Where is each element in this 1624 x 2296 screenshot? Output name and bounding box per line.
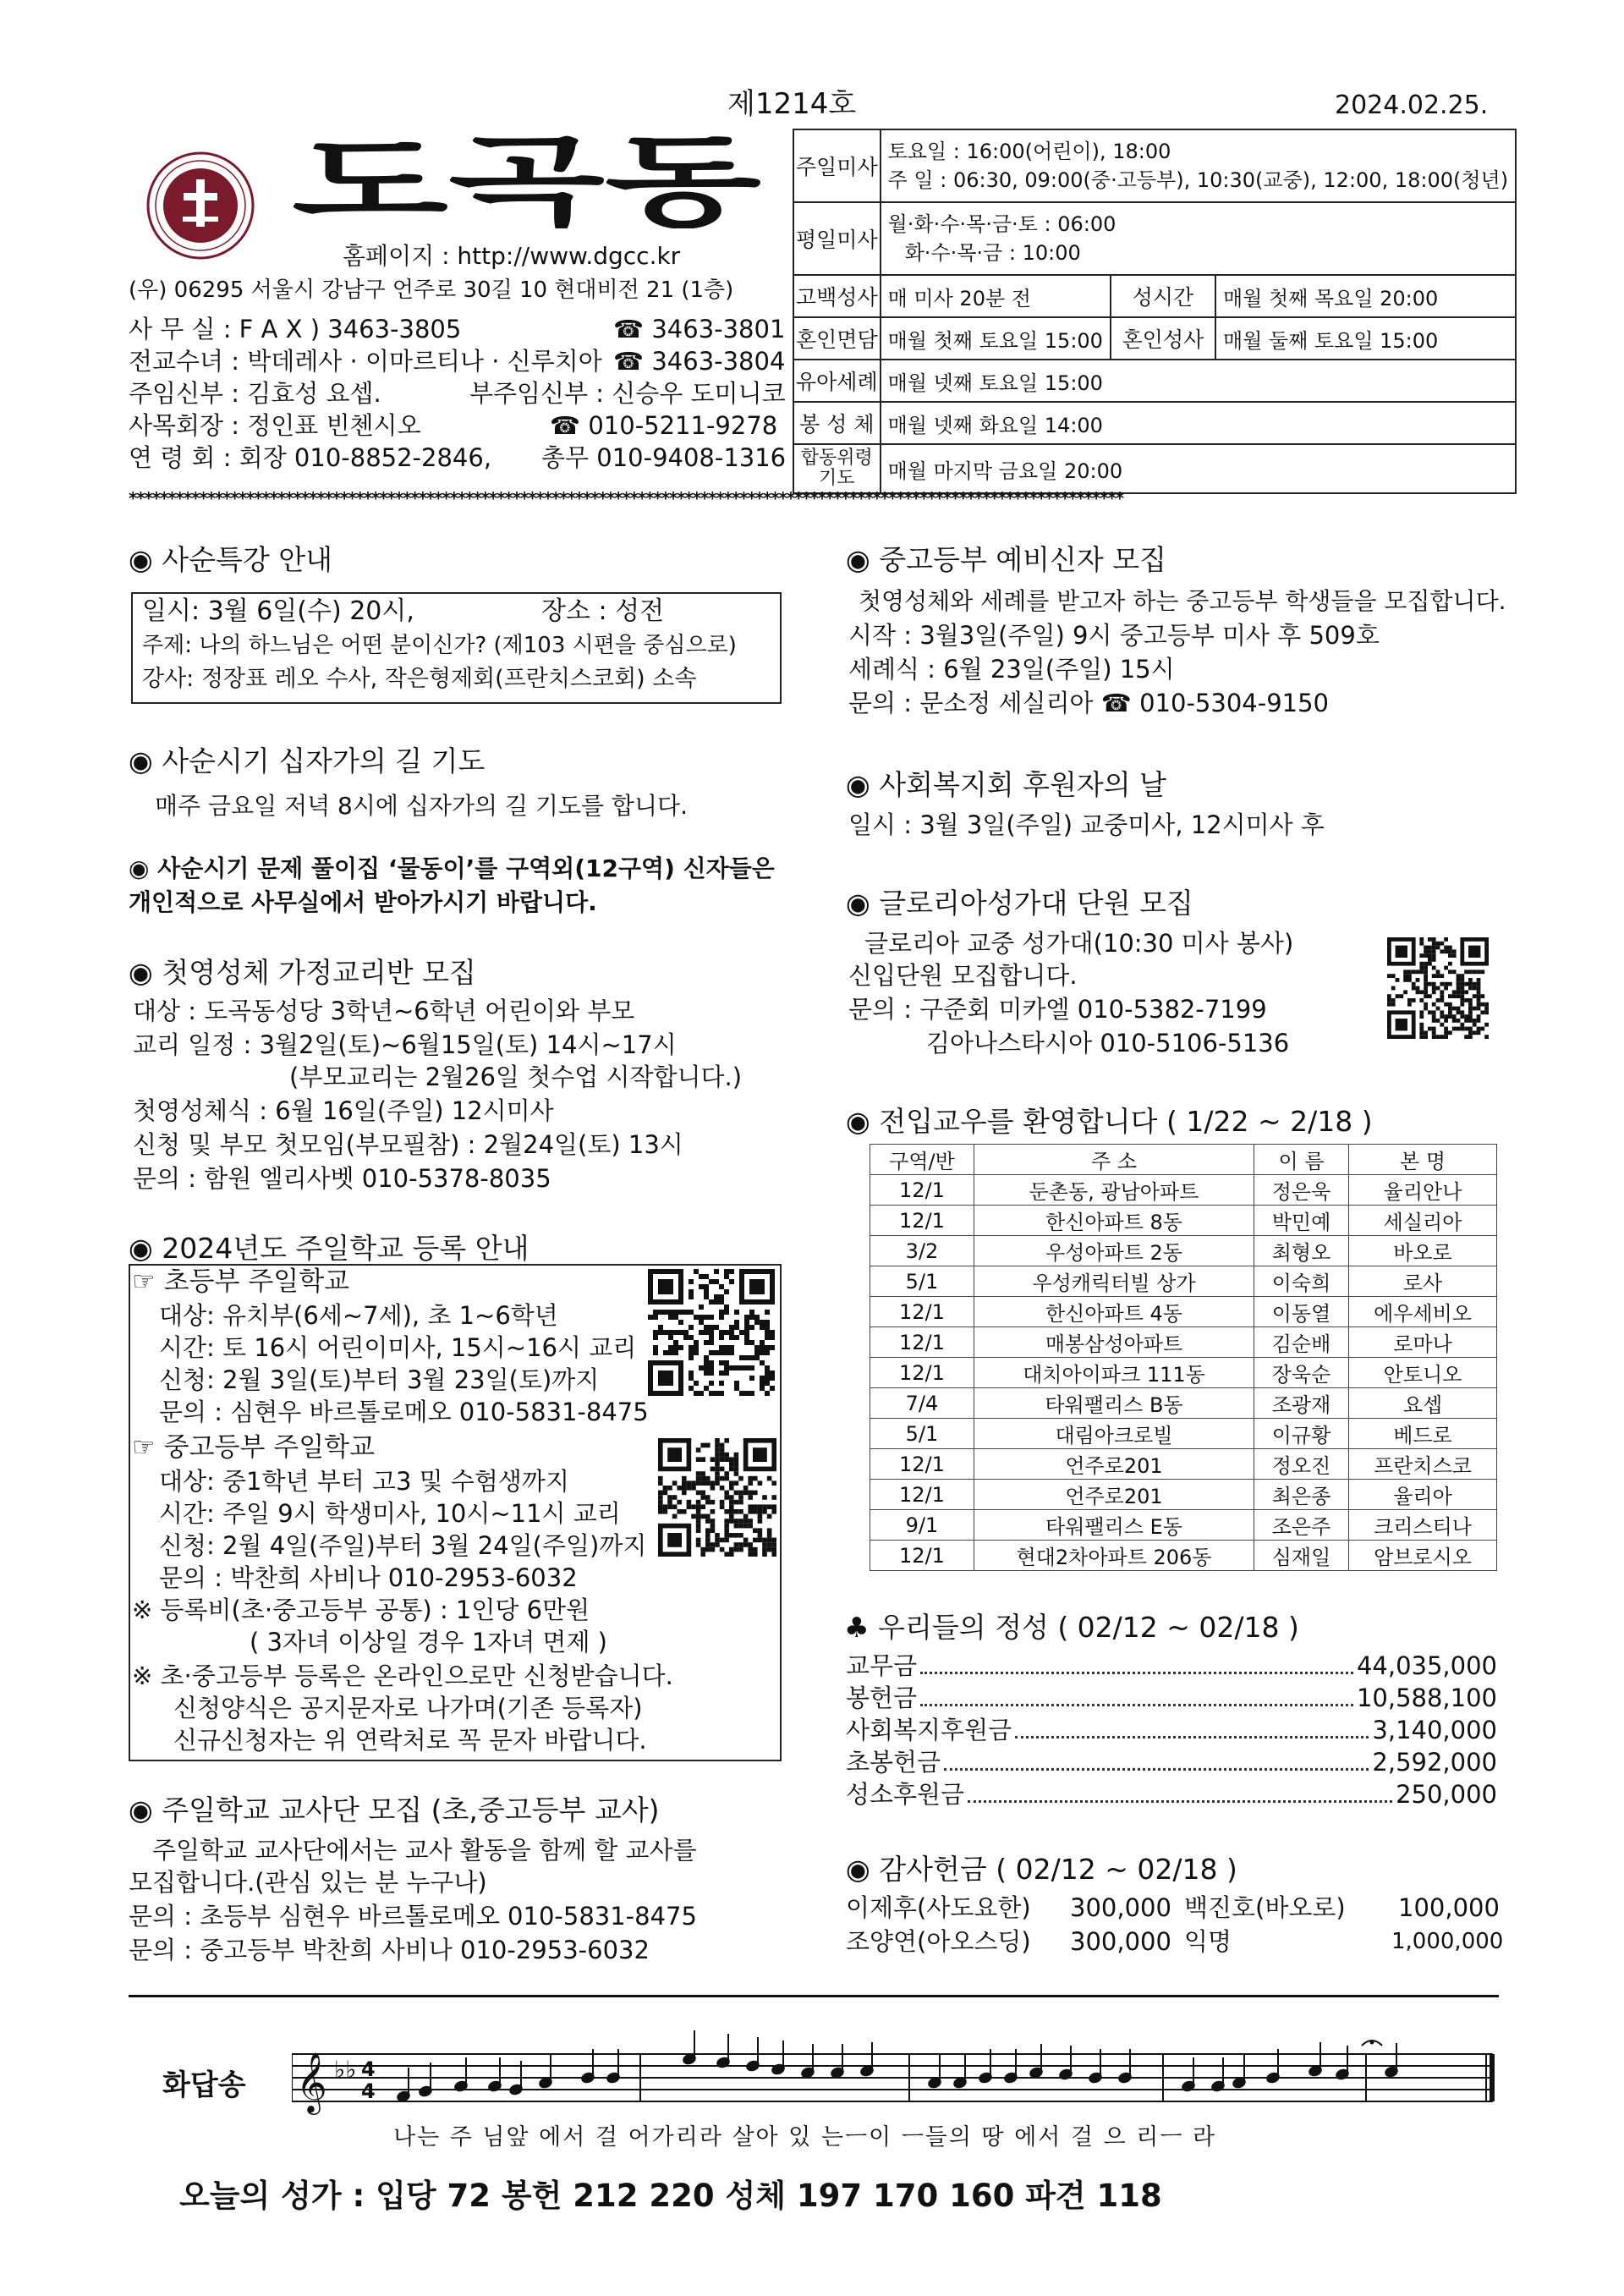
schedule-value: 매 미사 20분 전 (881, 275, 1111, 317)
choir-line: 신입단원 모집합니다. (848, 961, 1078, 990)
thanks-amount: 1,000,000 (1391, 1929, 1504, 1954)
thanks-name: 백진호(바오로) (1184, 1893, 1346, 1922)
welcome-header-cell: 이 름 (1254, 1145, 1349, 1175)
section-title-lent-lecture: ◉ 사순특강 안내 (129, 543, 333, 576)
ss-elem-line: 대상: 유치부(6세~7세), 초 1~6학년 (159, 1301, 558, 1330)
table-row (870, 1206, 1497, 1236)
schedule-value: 매월 마지막 금요일 20:00 (881, 444, 1516, 493)
schedule-label: 주일미사 (793, 129, 881, 202)
ss-mid-head: ☞ 중고등부 주일학교 (132, 1432, 376, 1463)
table-cell: 12/1 (870, 1358, 974, 1388)
table-cell: 5/1 (870, 1419, 974, 1449)
svg-text:4: 4 (361, 2057, 376, 2081)
contact-council-tel: ☎ 010-5211-9278 (550, 411, 778, 440)
table-cell: 7/4 (870, 1388, 974, 1419)
table-cell: 12/1 (870, 1541, 974, 1571)
welfare-line: 일시 : 3월 3일(주일) 교중미사, 12시미사 후 (848, 810, 1325, 839)
schedule-value: 매월 둘째 토요일 15:00 (1215, 317, 1516, 360)
ss-online-3: 신규신청자는 위 연락처로 꼭 문자 바랍니다. (173, 1726, 647, 1755)
offering-leader (920, 1672, 1353, 1674)
qr-code-middle-high[interactable] (658, 1438, 776, 1557)
ss-mid-line: 신청: 2월 4일(주일)부터 3월 24일(주일)까지 (159, 1531, 647, 1560)
fc-line: (부모교리는 2월26일 첫수업 시작합니다.) (289, 1063, 743, 1091)
thanks-name: 이제후(사도요한) (846, 1893, 1031, 1922)
schedule-value: 매월 첫째 목요일 20:00 (1215, 275, 1516, 317)
offering-row (846, 1650, 1497, 1682)
table-cell: 9/1 (870, 1510, 974, 1541)
table-cell: 12/1 (870, 1327, 974, 1358)
table-cell: 대림아크로빌 (974, 1419, 1254, 1449)
quiz-notice-2: 개인적으로 사무실에서 받아가시기 바랍니다. (129, 888, 597, 916)
section-title-catechumen: ◉ 중고등부 예비신자 모집 (846, 543, 1167, 576)
section-title-first-communion: ◉ 첫영성체 가정교리반 모집 (129, 956, 476, 989)
table-cell: 타워팰리스 E동 (974, 1510, 1254, 1541)
table-row (870, 1327, 1497, 1358)
table-cell: 요셉 (1349, 1388, 1497, 1419)
contact-council: 사목회장 : 정인표 빈첸시오 (129, 411, 421, 440)
welcome-header-cell: 구역/반 (870, 1145, 974, 1175)
schedule-value: 매월 넷째 화요일 14:00 (881, 402, 1516, 444)
welcome-table (870, 1144, 1497, 1571)
section-title-choir: ◉ 글로리아성가대 단원 모집 (846, 887, 1193, 920)
table-row (870, 1175, 1497, 1206)
table-cell: 이동열 (1254, 1297, 1349, 1327)
contact-pastor: 주임신부 : 김효성 요셉. (129, 379, 381, 408)
table-cell: 로마나 (1349, 1327, 1497, 1358)
table-cell: 최은종 (1254, 1480, 1349, 1510)
welcome-header-cell: 본 명 (1349, 1145, 1497, 1175)
ss-elem-line: 시간: 토 16시 어린이미사, 15시~16시 교리 (159, 1333, 637, 1362)
table-cell: 12/1 (870, 1206, 974, 1236)
table-cell: 이규황 (1254, 1419, 1349, 1449)
table-row (870, 1449, 1497, 1480)
table-cell: 12/1 (870, 1175, 974, 1206)
schedule-line: 토요일 : 16:00(어린이), 18:00 (887, 140, 1171, 163)
offering-leader (920, 1704, 1353, 1706)
fc-line: 첫영성체식 : 6월 16일(주일) 12시미사 (133, 1096, 554, 1125)
contact-funeral-tel: 총무 010-9408-1316 (541, 443, 787, 472)
cat-line: 시작 : 3월3일(주일) 9시 중고등부 미사 후 509호 (848, 621, 1380, 650)
lent-topic: 주제: 나의 하느님은 어떤 분이신가? (제103 시편을 중심으로) (142, 633, 737, 658)
offering-name: 봉헌금 (846, 1684, 918, 1712)
table-cell: 12/1 (870, 1449, 974, 1480)
schedule-value: 매월 첫째 토요일 15:00 (881, 317, 1111, 360)
ss-online-1: ※ 초·중고등부 등록은 온라인으로만 신청받습니다. (132, 1662, 673, 1690)
lent-speaker: 강사: 정장표 레오 수사, 작은형제회(프란치스코회) 소속 (142, 666, 697, 692)
table-cell: 에우세비오 (1349, 1297, 1497, 1327)
table-cell: 언주로201 (974, 1449, 1254, 1480)
choir-line: 문의 : 구준회 미카엘 010-5382-7199 (848, 995, 1267, 1024)
schedule-label: 혼인면담 (793, 317, 881, 360)
table-cell: 현대2차아파트 206동 (974, 1541, 1254, 1571)
fc-line: 대상 : 도곡동성당 3학년~6학년 어린이와 부모 (133, 997, 635, 1025)
schedule-line: 화·수·목·금 : 10:00 (904, 241, 1081, 265)
table-cell: 둔촌동, 광남아파트 (974, 1175, 1254, 1206)
table-cell: 조은주 (1254, 1510, 1349, 1541)
ss-mid-line: 시간: 주일 9시 학생미사, 10시~11시 교리 (159, 1499, 621, 1528)
table-cell: 우성아파트 2동 (974, 1236, 1254, 1266)
thanks-amount: 300,000 (1070, 1893, 1171, 1922)
table-cell: 박민예 (1254, 1206, 1349, 1236)
table-row (870, 1266, 1497, 1297)
table-cell: 정은욱 (1254, 1175, 1349, 1206)
ss-elem-line: 문의 : 심현우 바르톨로메오 010-5831-8475 (159, 1398, 649, 1426)
table-cell: 3/2 (870, 1236, 974, 1266)
ss-elem-head: ☞ 초등부 주일학교 (132, 1266, 350, 1297)
table-cell: 율리아 (1349, 1480, 1497, 1510)
offering-leader (968, 1800, 1392, 1803)
offering-list (846, 1650, 1497, 1810)
table-cell: 정오진 (1254, 1449, 1349, 1480)
issue-number: 제1214호 (727, 87, 857, 121)
fc-line: 교리 일정 : 3월2일(토)~6월15일(토) 14시~17시 (133, 1030, 677, 1059)
today-hymns: 오늘의 성가 : 입당 72 봉헌 212 220 성체 197 170 160 파견 118 (179, 2178, 1162, 2214)
table-cell: 김순배 (1254, 1327, 1349, 1358)
table-cell: 안토니오 (1349, 1358, 1497, 1388)
choir-line: 글로리아 교중 성가대(10:30 미사 봉사) (864, 929, 1294, 958)
contact-office-tel: ☎ 3463-3801 (613, 315, 786, 343)
schedule-label: 성시간 (1111, 275, 1215, 317)
section-title-welfare: ◉ 사회복지회 후원자의 날 (846, 768, 1167, 801)
schedule-label: 유아세례 (793, 360, 881, 402)
qr-code-elementary[interactable] (648, 1269, 775, 1396)
table-cell: 12/1 (870, 1297, 974, 1327)
table-cell: 매봉삼성아파트 (974, 1327, 1254, 1358)
offering-amount: 2,592,000 (1372, 1748, 1497, 1777)
table-cell: 이숙희 (1254, 1266, 1349, 1297)
schedule-table (793, 129, 1517, 494)
section-title-welcome: ◉ 전입교우를 환영합니다 ( 1/22 ~ 2/18 ) (846, 1105, 1373, 1138)
contact-office: 사 무 실 : F A X ) 3463-3805 (129, 315, 462, 343)
svg-text:𝄞: 𝄞 (296, 2051, 327, 2112)
table-cell: 세실리아 (1349, 1206, 1497, 1236)
ss-elem-line: 신청: 2월 3일(토)부터 3월 23일(토)까지 (159, 1365, 600, 1394)
table-row (870, 1388, 1497, 1419)
table-cell: 베드로 (1349, 1419, 1497, 1449)
teacher-line: 주일학교 교사단에서는 교사 활동을 함께 할 교사를 (152, 1836, 697, 1865)
table-row (870, 1480, 1497, 1510)
schedule-label: 혼인성사 (1111, 317, 1215, 360)
table-cell: 암브로시오 (1349, 1541, 1497, 1571)
section-title-cross: ◉ 사순시기 십자가의 길 기도 (129, 744, 486, 777)
choir-line: 김아나스타시아 010-5106-5136 (926, 1029, 1290, 1057)
schedule-value (881, 129, 1516, 202)
ss-fee-1: ※ 등록비(초·중고등부 공통) : 1인당 6만원 (132, 1596, 590, 1624)
table-row (870, 1297, 1497, 1327)
teacher-line: 모집합니다.(관심 있는 분 누구나) (129, 1868, 487, 1897)
section-title-offering: ♣ 우리들의 정성 ( 02/12 ~ 02/18 ) (844, 1611, 1299, 1644)
table-cell: 12/1 (870, 1480, 974, 1510)
quiz-notice-1: ◉ 사순시기 문제 풀이집 ‘물동이’를 구역외(12구역) 신자들은 (129, 854, 775, 882)
offering-name: 성소후원금 (846, 1780, 965, 1809)
welcome-header-cell: 주 소 (974, 1145, 1254, 1175)
ss-mid-line: 문의 : 박찬희 사비나 010-2953-6032 (159, 1563, 578, 1592)
table-cell: 장욱순 (1254, 1358, 1349, 1388)
contact-sisters-tel: ☎ 3463-3804 (613, 347, 786, 376)
schedule-line: 주 일 : 06:30, 09:00(중·고등부), 10:30(교중), 12:00, 18:00(청년) (887, 168, 1509, 192)
parish-title (292, 135, 765, 228)
svg-text:♭♭: ♭♭ (334, 2056, 357, 2084)
table-cell: 율리안나 (1349, 1175, 1497, 1206)
schedule-value (881, 202, 1516, 275)
offering-amount: 250,000 (1396, 1780, 1497, 1809)
schedule-line: 월·화·수·목·금·토 : 06:00 (887, 212, 1116, 236)
table-row (870, 1419, 1497, 1449)
offering-amount: 44,035,000 (1356, 1651, 1497, 1680)
schedule-label-line: 기도 (819, 468, 855, 489)
table-cell: 한신아파트 8동 (974, 1206, 1254, 1236)
fc-line: 문의 : 함원 엘리사벳 010-5378-8035 (133, 1164, 551, 1193)
ss-mid-line: 대상: 중1학년 부터 고3 및 수험생까지 (159, 1467, 569, 1496)
offering-name: 초봉헌금 (846, 1748, 941, 1777)
cat-line: 세례식 : 6월 23일(주일) 15시 (848, 655, 1175, 684)
contact-sisters: 전교수녀 : 박데레사 · 이마르티나 · 신루치아 (129, 347, 602, 376)
teacher-line: 문의 : 중고등부 박찬희 사비나 010-2953-6032 (129, 1936, 650, 1964)
table-cell: 한신아파트 4동 (974, 1297, 1254, 1327)
issue-date: 2024.02.25. (1335, 91, 1489, 120)
table-cell: 5/1 (870, 1266, 974, 1297)
psalm-lyrics: 나는 주 님앞 에서 걸 어가리라 살아 있 는ㅡ이 ㅡ들의 땅 에서 걸 으 리ㅡ 라 (393, 2124, 1217, 2150)
qr-code-choir[interactable] (1387, 937, 1489, 1039)
cross-text: 매주 금요일 저녁 8시에 십자가의 길 기도를 합니다. (155, 792, 688, 820)
table-cell: 크리스티나 (1349, 1510, 1497, 1541)
thanks-name: 익명 (1184, 1927, 1232, 1956)
offering-amount: 10,588,100 (1356, 1684, 1497, 1712)
psalm-music-staff (292, 2030, 1497, 2132)
table-row (870, 1510, 1497, 1541)
thanks-name: 조양연(아오스딩) (846, 1927, 1031, 1956)
cat-line: 첫영성체와 세례를 받고자 하는 중고등부 학생들을 모집합니다. (859, 587, 1506, 615)
svg-text:4: 4 (361, 2079, 376, 2103)
offering-row (846, 1682, 1497, 1714)
offering-row (846, 1714, 1497, 1746)
lent-date: 일시: 3월 6일(수) 20시, (142, 596, 414, 626)
footer-divider (129, 1995, 1499, 1997)
address: (우) 06295 서울시 강남구 언주로 30길 10 현대비전 21 (1층) (129, 277, 734, 303)
schedule-value: 매월 넷째 토요일 15:00 (881, 360, 1516, 402)
table-cell: 조광재 (1254, 1388, 1349, 1419)
section-title-thanks: ◉ 감사헌금 ( 02/12 ~ 02/18 ) (846, 1853, 1237, 1886)
schedule-label-line: 합동위령 (800, 448, 873, 469)
section-title-teachers: ◉ 주일학교 교사단 모집 (초,중고등부 교사) (129, 1793, 660, 1826)
table-row (870, 1541, 1497, 1571)
contact-funeral: 연 령 회 : 회장 010-8852-2846, (129, 443, 492, 472)
table-row (870, 1236, 1497, 1266)
thanks-amount: 100,000 (1398, 1893, 1500, 1922)
cat-line: 문의 : 문소정 세실리아 ☎ 010-5304-9150 (848, 689, 1329, 717)
svg-text:도곡동: 도곡동 (292, 135, 762, 228)
table-cell: 우성캐릭터빌 상가 (974, 1266, 1254, 1297)
offering-row (846, 1746, 1497, 1778)
homepage-url[interactable]: 홈페이지 : http://www.dgcc.kr (343, 242, 681, 270)
table-cell: 바오로 (1349, 1236, 1497, 1266)
offering-name: 사회복지후원금 (846, 1716, 1012, 1744)
parish-seal-logo (145, 151, 255, 261)
table-cell: 프란치스코 (1349, 1449, 1497, 1480)
offering-amount: 3,140,000 (1372, 1716, 1497, 1744)
schedule-label: 고백성사 (793, 275, 881, 317)
table-cell: 대치아이파크 111동 (974, 1358, 1254, 1388)
star-divider: ******************************************************************************************************************************* (129, 488, 1123, 508)
lent-place: 장소 : 성전 (541, 596, 665, 626)
offering-name: 교무금 (846, 1651, 918, 1680)
contact-assistant-pastor: 부주임신부 : 신승우 도미니코 (469, 379, 786, 408)
table-cell: 타워팰리스 B동 (974, 1388, 1254, 1419)
offering-leader (1015, 1736, 1369, 1738)
offering-leader (944, 1768, 1369, 1771)
psalm-label: 화답송 (162, 2068, 246, 2102)
ss-online-2: 신청양식은 공지문자로 나가며(기존 등록자) (173, 1694, 643, 1722)
fc-line: 신청 및 부모 첫모임(부모필참) : 2월24일(토) 13시 (133, 1130, 683, 1159)
offering-row (846, 1778, 1497, 1810)
table-cell: 심재일 (1254, 1541, 1349, 1571)
table-cell: 최형오 (1254, 1236, 1349, 1266)
teacher-line: 문의 : 초등부 심현우 바르톨로메오 010-5831-8475 (129, 1902, 697, 1931)
ss-fee-2: ( 3자녀 이상일 경우 1자녀 면제 ) (250, 1628, 607, 1656)
thanks-amount: 300,000 (1070, 1927, 1171, 1956)
schedule-label: 평일미사 (793, 202, 881, 275)
table-cell: 로사 (1349, 1266, 1497, 1297)
schedule-label: 봉 성 체 (793, 402, 881, 444)
table-row (870, 1358, 1497, 1388)
section-title-sunday-school: ◉ 2024년도 주일학교 등록 안내 (129, 1232, 529, 1265)
table-cell: 언주로201 (974, 1480, 1254, 1510)
